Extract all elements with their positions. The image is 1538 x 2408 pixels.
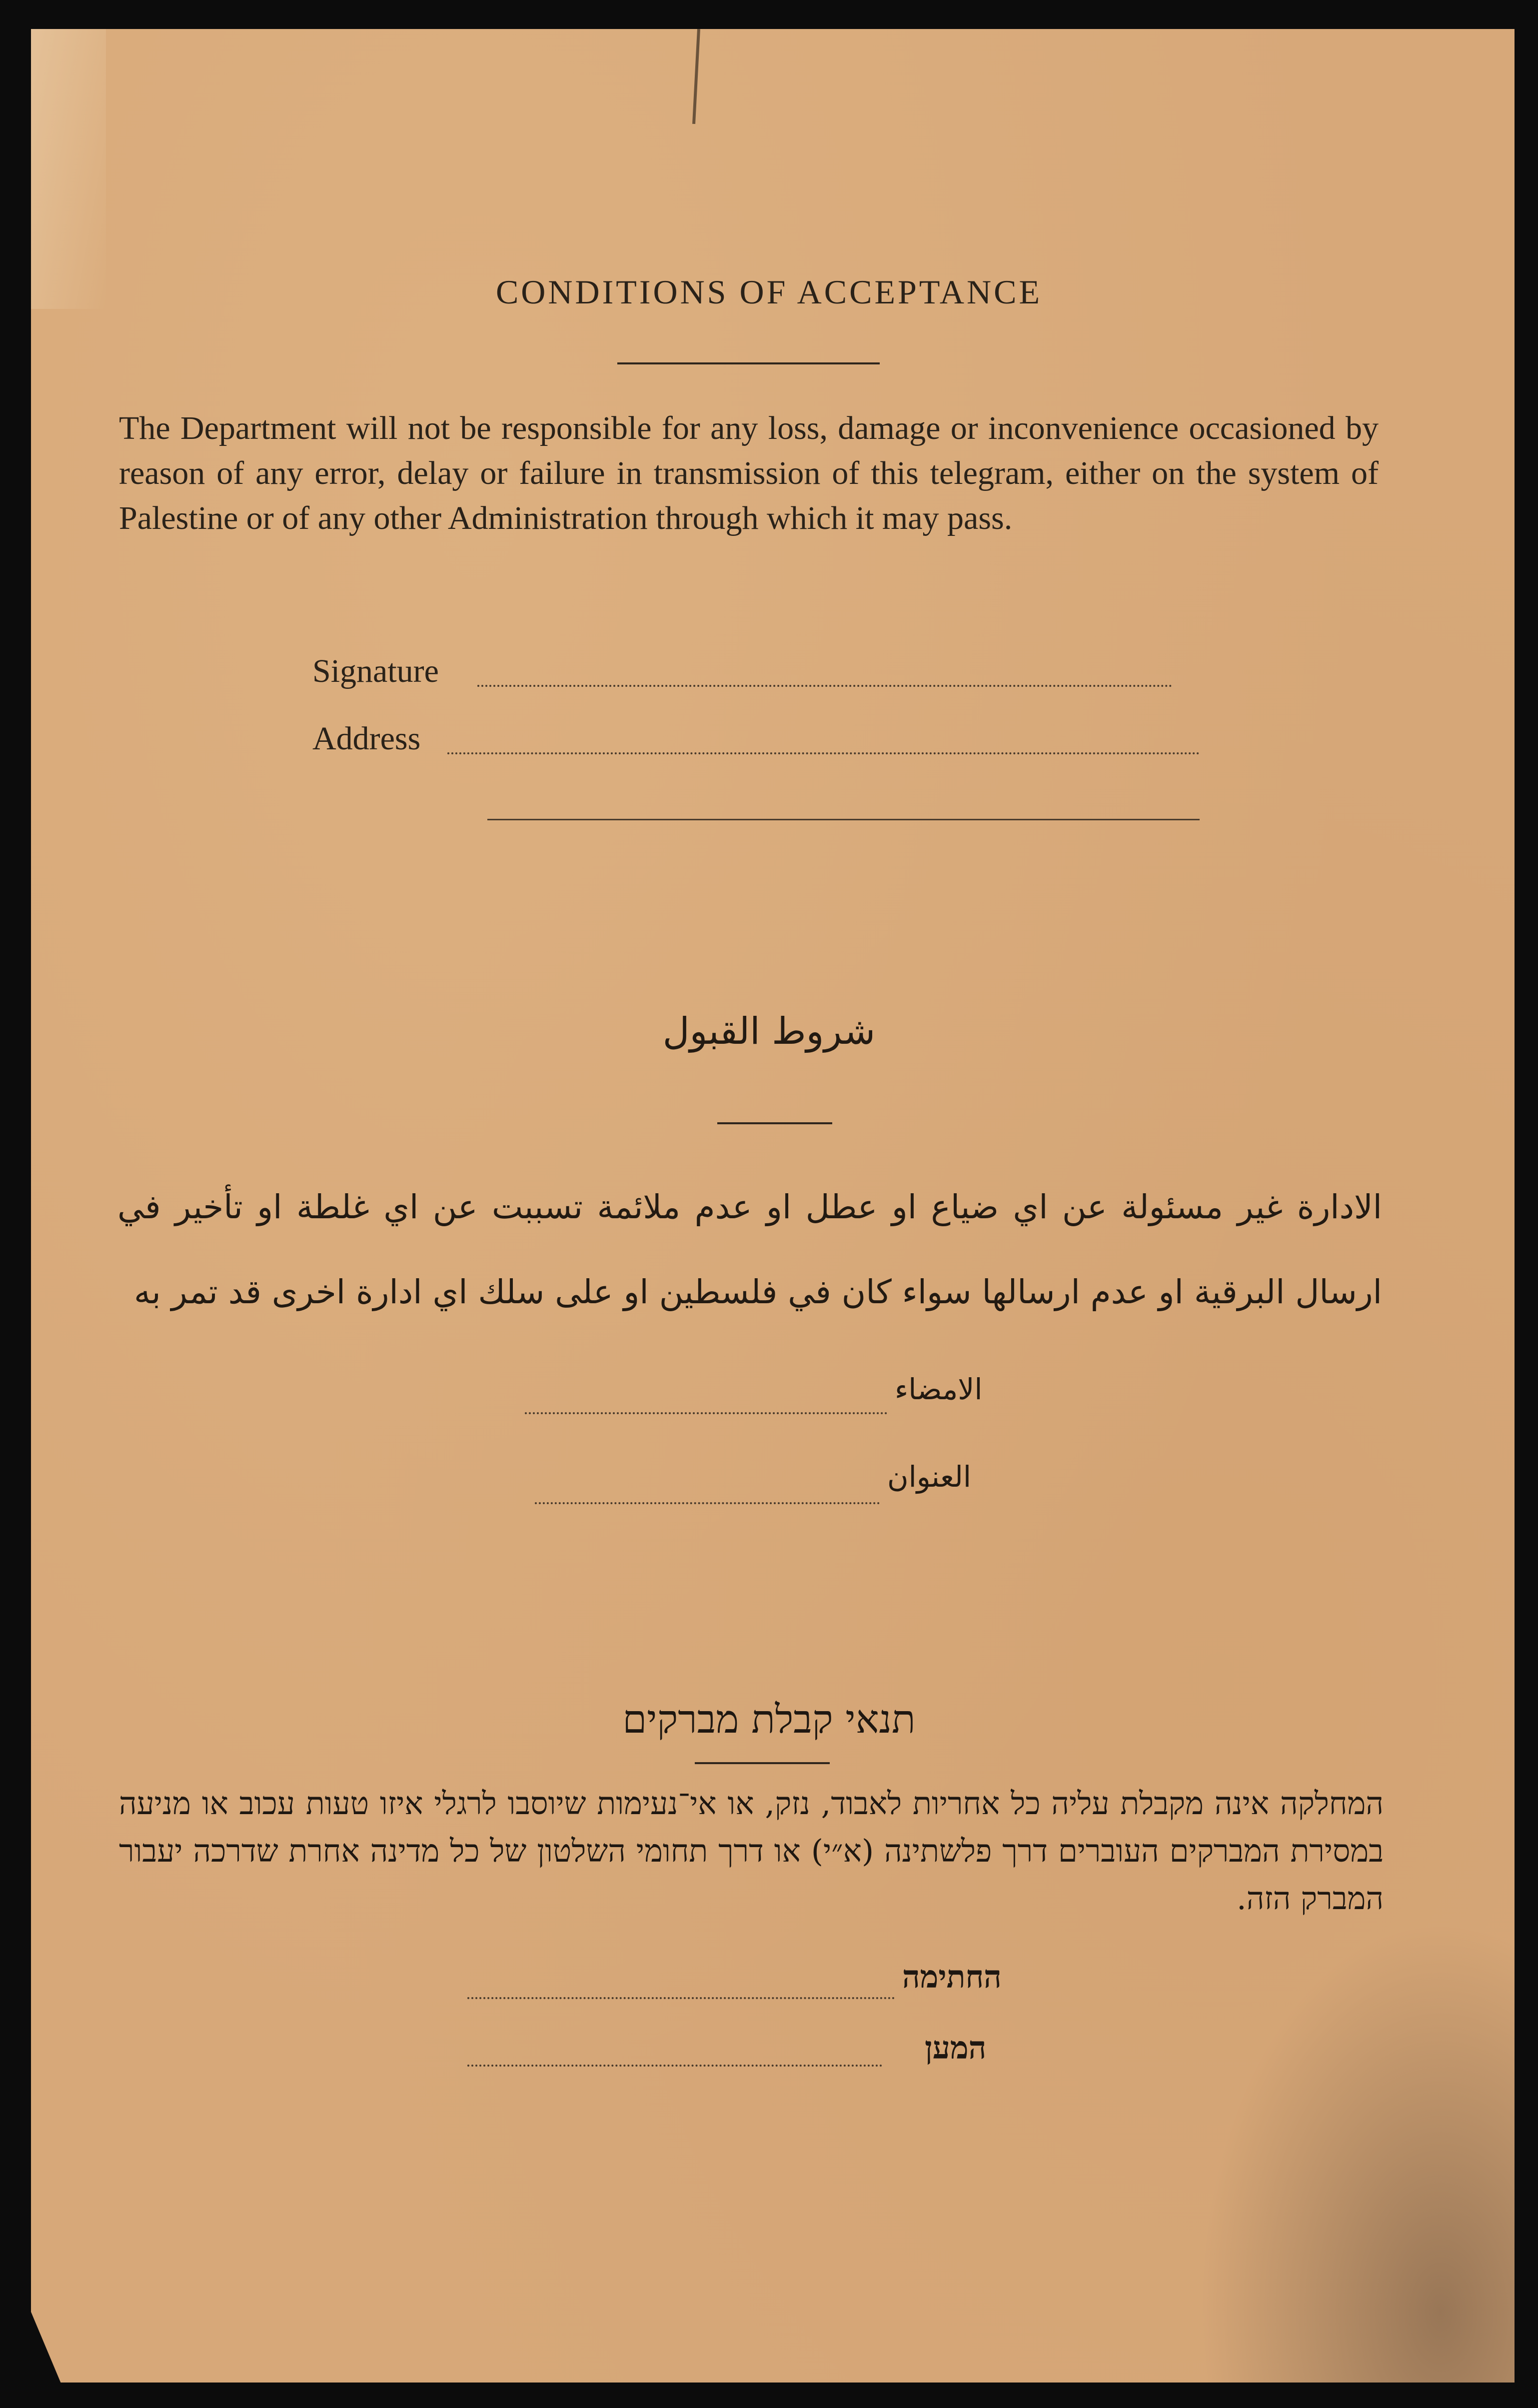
- english-title: CONDITIONS OF ACCEPTANCE: [495, 273, 1043, 311]
- english-address-line-2[interactable]: [487, 819, 1200, 820]
- english-address-line[interactable]: [447, 752, 1200, 754]
- english-title-rule: [617, 362, 880, 364]
- arabic-address-line[interactable]: [535, 1502, 880, 1504]
- hebrew-address-line[interactable]: [467, 2065, 882, 2067]
- arabic-address-label: العنوان: [887, 1460, 971, 1494]
- arabic-signature-line[interactable]: [525, 1412, 887, 1414]
- hebrew-signature-line[interactable]: [467, 1997, 895, 1999]
- hebrew-signature-label: החתימה: [902, 1959, 1002, 1995]
- hebrew-title-rule: [695, 1762, 830, 1764]
- paper-fold-crease: [31, 29, 106, 309]
- arabic-signature-label: الامضاء: [895, 1372, 983, 1406]
- english-signature-label: Signature: [312, 653, 439, 689]
- arabic-conditions-text: الادارة غير مسئولة عن اي ضياع او عطل او عدم ملائمة تسببت عن اي غلطة او تأخير في ارسال البرقية او عدم ارسالها سواء كان في فلسطين او على سلك اي ادارة اخرى قد تمر به: [117, 1188, 1382, 1311]
- english-signature-line[interactable]: [477, 685, 1172, 687]
- english-address-label: Address: [312, 720, 421, 757]
- hebrew-conditions-text: המחלקה אינה מקבלת עליה כל אחריות לאבוד, נזק, או אי־נעימות שיוסבו לרגלי איזו טעות עכוב או מניעה במסירת המברקים העוברים דרך פלשתינה (א״י) או דרך תחומי השלטון של כל מדינה אחרת שדרכה יעבור המברק הזה.: [119, 1785, 1384, 1917]
- hebrew-address-label: המען: [925, 2030, 987, 2066]
- english-conditions-text: The Department will not be responsible for any loss, damage or inconvenience occasioned by reason of any error, delay or failure in transmission of this telegram, either on the system of Palestine or of any other Administration through which it may pass.: [119, 410, 1379, 536]
- arabic-title-rule: [717, 1122, 832, 1124]
- arabic-title: شروط القبول: [662, 1010, 876, 1053]
- hebrew-title: תנאי קבלת מברקים: [622, 1697, 916, 1742]
